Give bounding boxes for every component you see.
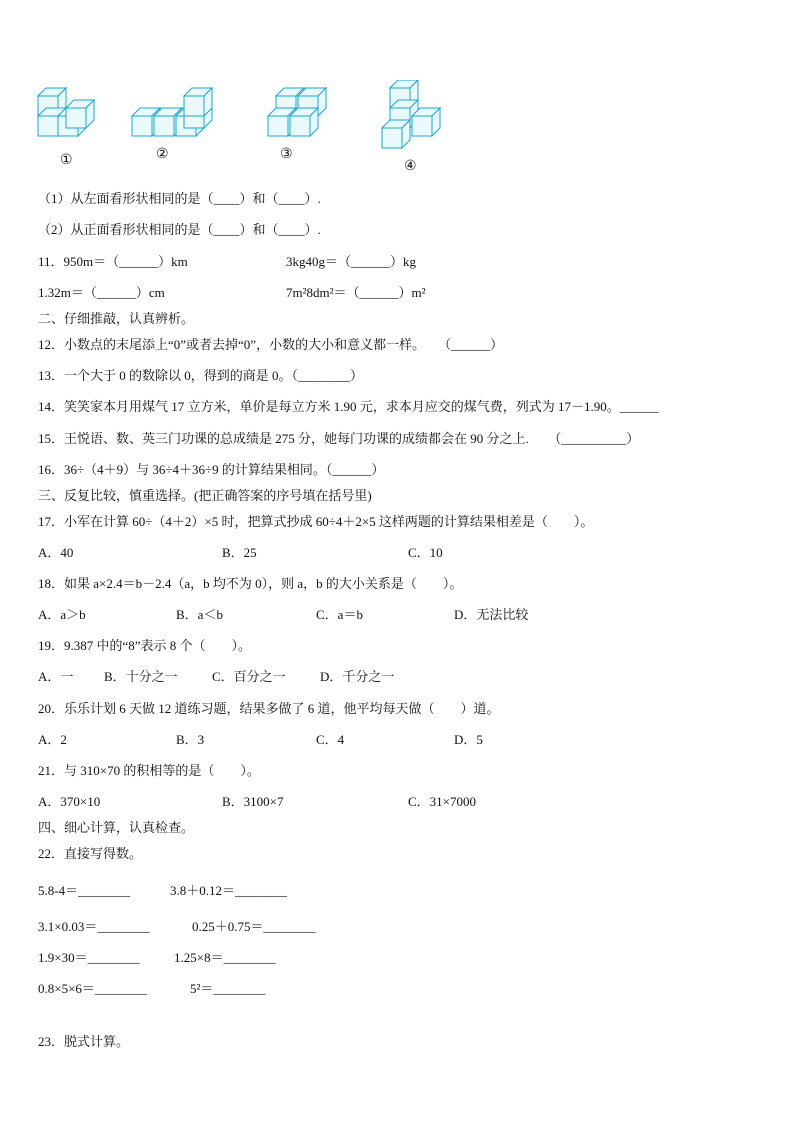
question-18: 18．如果 a×2.4＝b－2.4（a，b 均不为 0），则 a，b 的大小关系是（ ）。 (38, 576, 463, 591)
q19-option-a: A．一 (38, 669, 74, 684)
question-16: 16．36÷（4＋9）与 36÷4＋36÷9 的计算结果相同。（______） (38, 462, 385, 477)
question-22: 22．直接写得数。 (38, 846, 143, 861)
q11-r2c2: 7m²8dm²＝（______）m² (286, 285, 426, 300)
q18-option-d: D．无法比较 (454, 607, 529, 622)
q20-option-c: C．4 (316, 732, 345, 747)
q22-item-7: 0.8×5×6＝________ (38, 981, 147, 996)
q17-option-b: B．25 (222, 545, 257, 560)
question-20: 20．乐乐计划 6 天做 12 道练习题，结果多做了 6 道，他平均每天做（ ）道。 (38, 701, 500, 716)
question-13: 13．一个大于 0 的数除以 0，得到的商是 0。（________） (38, 368, 364, 383)
figure-label-3: ③ (280, 147, 293, 162)
figure-2 (132, 88, 212, 136)
question-14: 14．笑笑家本月用煤气 17 立方米，单价是每立方米 1.90 元，求本月应交的煤气费，列式为 17－1.90。______ (38, 399, 659, 414)
q22-item-8: 5²＝________ (190, 981, 266, 996)
q21-option-c: C．31×7000 (408, 794, 477, 809)
q19-option-c: C．百分之一 (212, 669, 286, 684)
question-23: 23．脱式计算。 (38, 1034, 130, 1049)
q22-item-3: 3.1×0.03＝________ (38, 919, 150, 934)
question-21: 21．与 310×70 的积相等的是（ ）。 (38, 763, 260, 778)
q22-item-6: 1.25×8＝________ (174, 950, 276, 965)
q22-item-5: 1.9×30＝________ (38, 950, 140, 965)
q20-option-b: B．3 (176, 732, 205, 747)
q18-option-b: B．a＜b (176, 607, 223, 622)
q19-option-d: D．千分之一 (320, 669, 395, 684)
figure-label-4: ④ (404, 159, 417, 174)
q11-r1c1: 11．950m＝（______）km (38, 254, 188, 269)
q21-option-a: A．370×10 (38, 794, 101, 809)
q22-item-4: 0.25＋0.75＝________ (192, 919, 316, 934)
q17-option-a: A．40 (38, 545, 74, 560)
q20-option-d: D．5 (454, 732, 483, 747)
q18-option-a: A．a＞b (38, 607, 86, 622)
figure-label-2: ② (156, 147, 169, 162)
figure-label-1: ① (60, 153, 73, 168)
figure-1 (38, 88, 94, 136)
q11-r2c1: 1.32m＝（______）cm (38, 285, 165, 300)
q17-option-c: C．10 (408, 545, 443, 560)
section-2-heading: 二、仔细推敲，认真辨析。 (38, 311, 195, 326)
q10-part-1: （1）从左面看形状相同的是（____）和（____）. (38, 191, 321, 206)
q11-r1c2: 3kg40g＝（______）kg (286, 254, 417, 269)
q21-option-b: B．3100×7 (222, 794, 284, 809)
q22-item-1: 5.8-4＝________ (38, 883, 131, 898)
section-3-heading: 三、反复比较，慎重选择。(把正确答案的序号填在括号里) (38, 488, 372, 503)
question-15: 15．王悦语、数、英三门功课的总成绩是 275 分，她每门功课的成绩都会在 90 分之上. （__________） (38, 431, 640, 446)
q10-part-2: （2）从正面看形状相同的是（____）和（____）. (38, 222, 321, 237)
section-4-heading: 四、细心计算，认真检查。 (38, 820, 195, 835)
question-17: 17．小军在计算 60÷（4＋2）×5 时，把算式抄成 60÷4＋2×5 这样两题的计算结果相差是（ ）。 (38, 514, 594, 529)
question-12: 12．小数点的末尾添上“0”或者去掉“0”，小数的大小和意义都一样。 （______） (38, 337, 504, 352)
cube-figures (0, 80, 794, 180)
q19-option-b: B．十分之一 (104, 669, 178, 684)
question-19: 19．9.387 中的“8”表示 8 个（ ）。 (38, 638, 252, 653)
figure-3 (268, 88, 326, 136)
q22-item-2: 3.8＋0.12＝________ (170, 883, 288, 898)
figure-4 (382, 80, 440, 148)
q18-option-c: C．a＝b (316, 607, 363, 622)
q20-option-a: A．2 (38, 732, 67, 747)
